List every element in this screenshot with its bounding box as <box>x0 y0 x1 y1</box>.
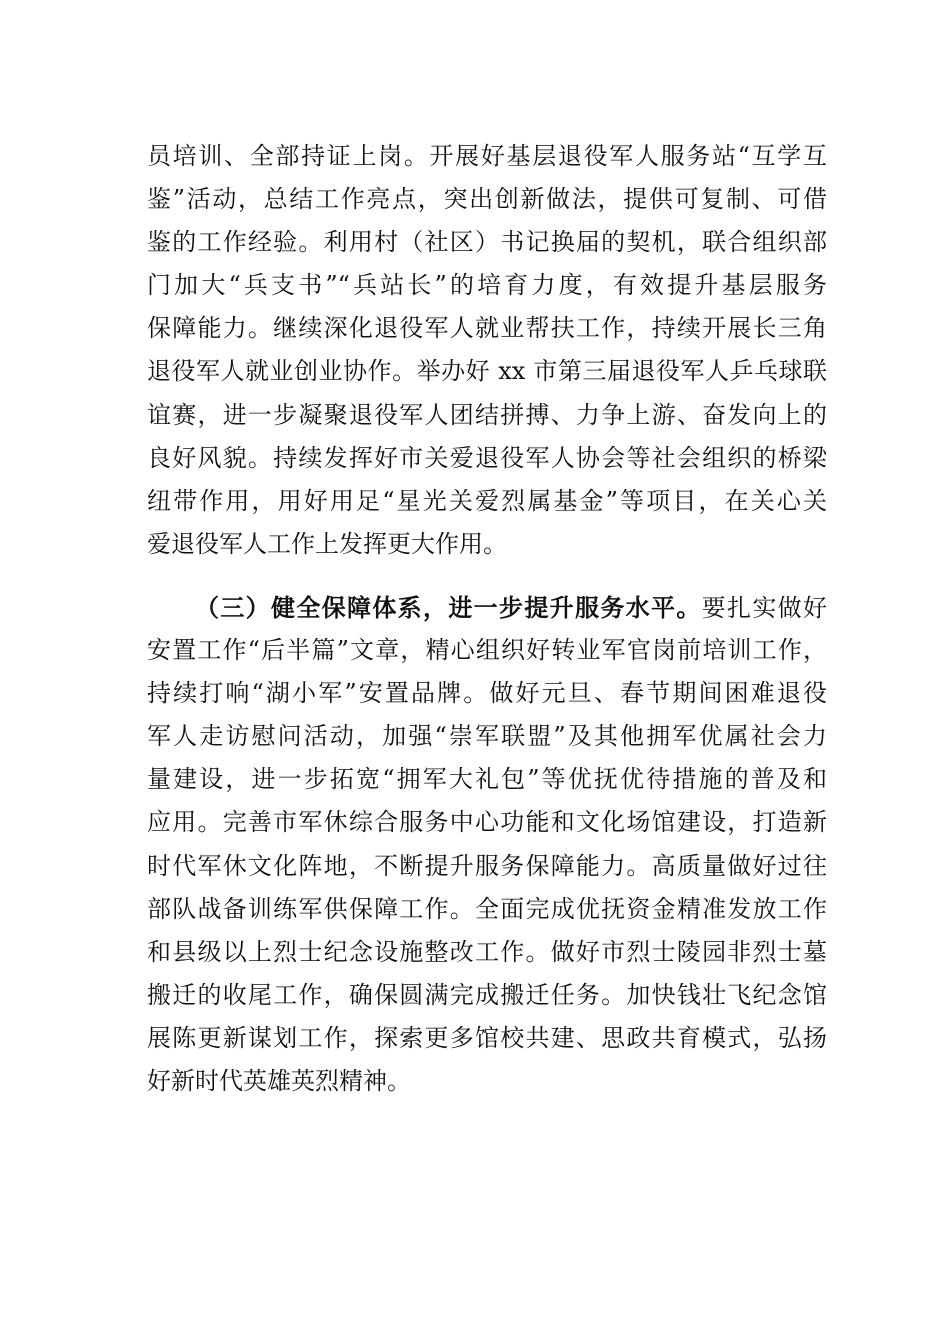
text-line: 纽带作用，用好用足“星光关爱烈属基金”等项目，在关心关 <box>147 486 827 515</box>
text-line: 保障能力。继续深化退役军人就业帮扶工作，持续开展长三角 <box>147 314 827 343</box>
section-heading: （三）健全保障体系，进一步提升服务水平。 <box>195 593 702 622</box>
section-heading-continuation: 要扎实做好 <box>701 594 828 622</box>
text-line: 应用。完善市军休综合服务中心功能和文化场馆建设，打造新 <box>147 808 827 837</box>
paragraph-continuation <box>147 135 827 566</box>
text-line: 好新时代英雄英烈精神。 <box>147 1067 411 1096</box>
text-line: 展陈更新谋划工作，探索更多馆校共建、思政共育模式，弘扬 <box>147 1023 827 1052</box>
section-paragraph <box>147 586 827 1103</box>
text-line: 搬迁的收尾工作，确保圆满完成搬迁任务。加快钱壮飞纪念馆 <box>147 980 827 1009</box>
text-line: 安置工作“后半篇”文章，精心组织好转业军官岗前培训工作， <box>147 636 827 665</box>
text-line: 良好风貌。持续发挥好市关爱退役军人协会等社会组织的桥梁 <box>147 443 827 472</box>
text-line: 谊赛，进一步凝聚退役军人团结拼搏、力争上游、奋发向上的 <box>147 400 827 429</box>
text-line: 量建设，进一步拓宽“拥军大礼包”等优抚优待措施的普及和 <box>147 765 827 794</box>
section-first-line <box>147 586 827 629</box>
text-line: 门加大“兵支书”“兵站长”的培育力度，有效提升基层服务 <box>147 271 827 300</box>
text-line: 持续打响“湖小军”安置品牌。做好元旦、春节期间困难退役 <box>147 679 827 708</box>
text-line: 部队战备训练军供保障工作。全面完成优抚资金精准发放工作 <box>147 894 827 923</box>
text-line: 军人走访慰问活动，加强“崇军联盟”及其他拥军优属社会力 <box>147 722 827 751</box>
text-line: 鉴”活动，总结工作亮点，突出创新做法，提供可复制、可借 <box>147 185 827 214</box>
text-line: 员培训、全部持证上岗。开展好基层退役军人服务站“互学互 <box>147 142 827 170</box>
text-line: 和县级以上烈士纪念设施整改工作。做好市烈士陵园非烈士墓 <box>147 937 827 966</box>
text-line: 时代军休文化阵地，不断提升服务保障能力。高质量做好过往 <box>147 851 827 880</box>
text-line: 退役军人就业创业协作。举办好 xx 市第三届退役军人乒乓球联 <box>147 357 827 386</box>
text-line: 爱退役军人工作上发挥更大作用。 <box>147 529 507 558</box>
text-line: 鉴的工作经验。利用村（社区）书记换届的契机，联合组织部 <box>147 228 827 257</box>
